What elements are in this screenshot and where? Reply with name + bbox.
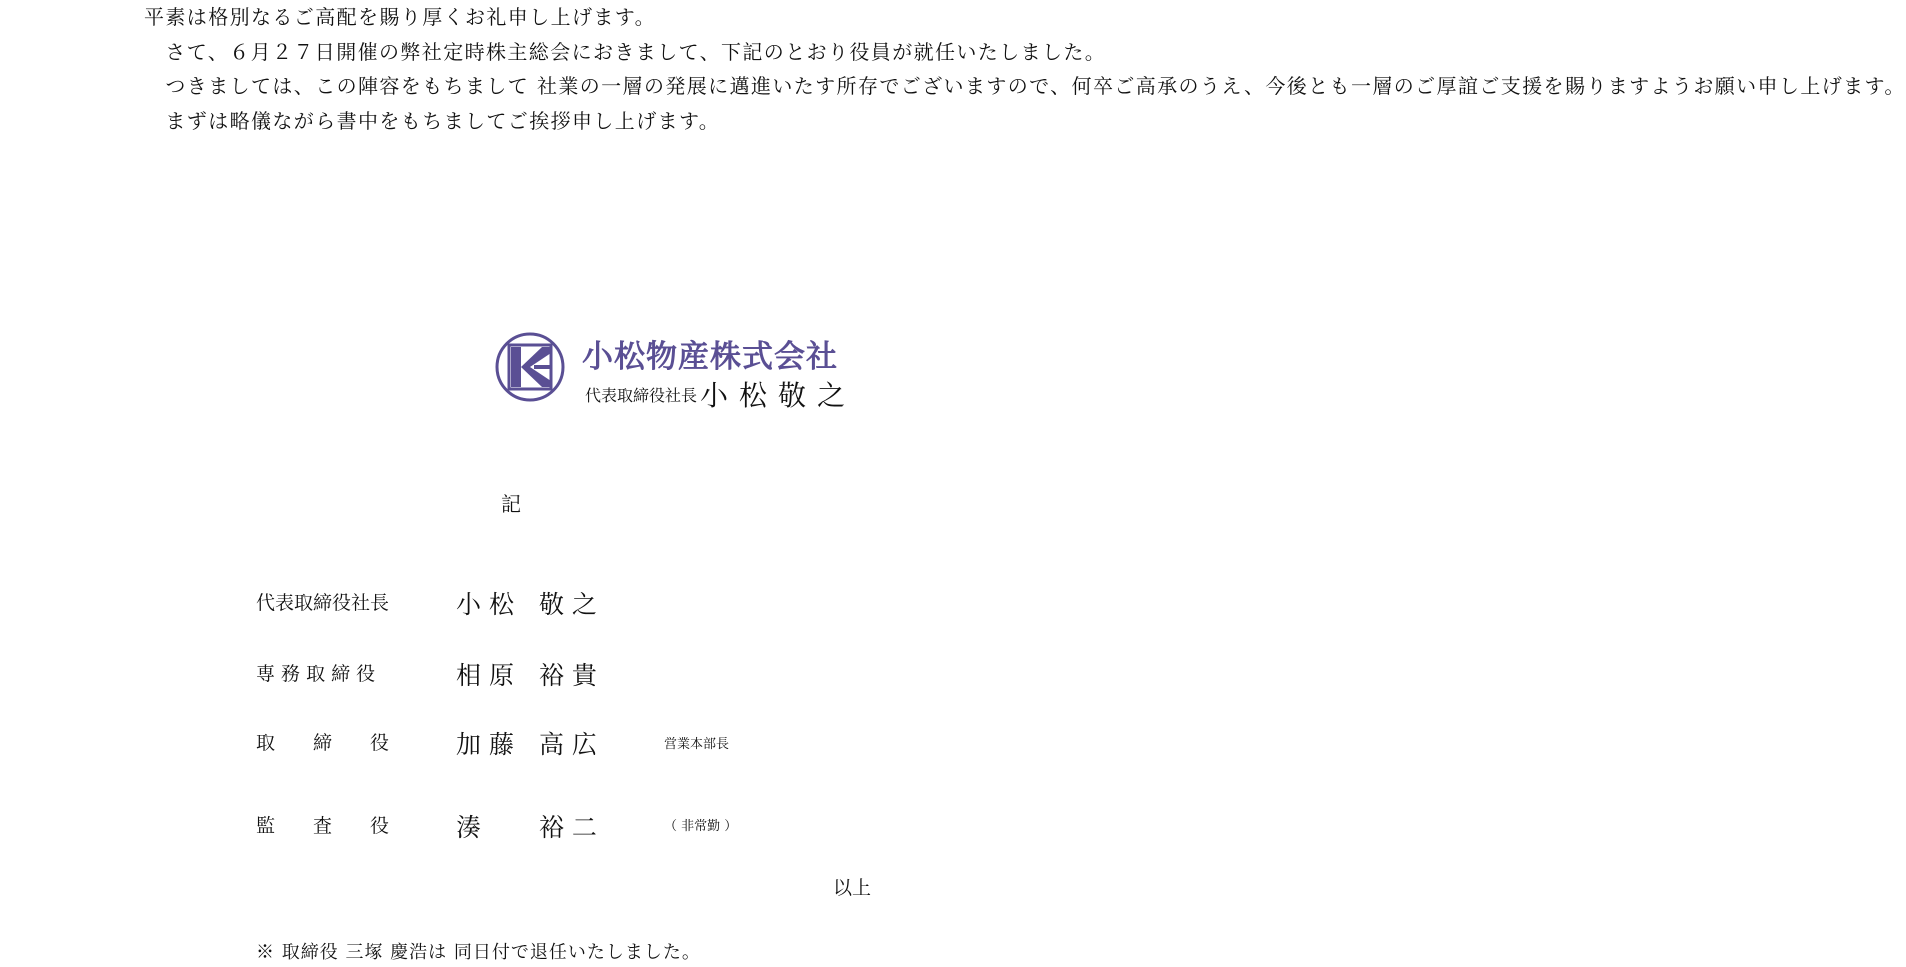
officer-role: 取 締 役 [256,732,390,754]
signature-name: 小松敬之 [700,379,857,412]
company-logo-icon [494,331,566,403]
greeting-paragraph: 平素は格別なるご高配を賜り厚くお礼申し上げます。 [144,5,656,29]
officer-name: 小 松 敬 之 [456,590,597,619]
officer-role: 代表取締役社長 [256,592,390,614]
announcement-paragraph: さて、６月２７日開催の弊社定時株主総会におきまして、下記のとおり役員が就任いたしました。 [144,39,1107,64]
officer-role: 専 務 取 締 役 [256,663,376,685]
request-paragraph: つきましては、この陣容をもちまして 社業の一層の発展に邁進いたす所存でございますので、何卒ご高承のうえ、今後とも一層のご厚誼ご支援を賜りますようお願い申し上げます。 [144,74,1906,99]
officer-note: （ 非常勤 ） [664,819,738,834]
officer-name: 湊 裕 二 [456,813,597,842]
officer-name: 相 原 裕 貴 [456,661,597,690]
officer-note: 営業本部長 [664,737,730,752]
officer-name: 加 藤 高 広 [456,730,597,759]
letter-body [144,0,1906,138]
ki-heading: 記 [501,492,521,516]
closing-paragraph: まずは略儀ながら書中をもちましてご挨拶申し上げます。 [144,108,721,133]
company-name: 小松物産株式会社 [582,339,838,375]
signature-title: 代表取締役社長 [585,386,698,405]
officer-role: 監 査 役 [256,815,390,837]
footnote: ※ 取締役 三塚 慶浩は 同日付で退任いたしました。 [256,942,701,963]
closing-mark: 以上 [833,877,872,899]
